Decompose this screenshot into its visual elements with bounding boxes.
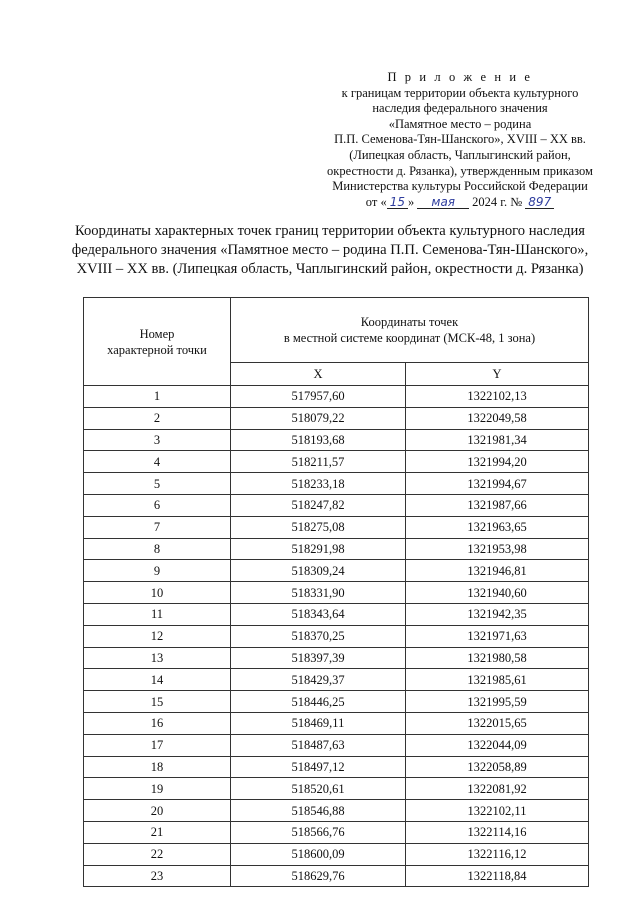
table-row	[84, 473, 589, 495]
appendix-line: наследия федерального значения	[372, 101, 548, 116]
point-number-cell: 14	[84, 669, 231, 691]
header-coords-line: Координаты точек	[360, 315, 459, 329]
appendix-line: окрестности д. Рязанка), утвержденным приказом	[327, 163, 593, 178]
appendix-line: П.П. Семенова-Тян-Шанского», XVIII – XX вв.	[334, 132, 586, 147]
table-row	[84, 582, 589, 604]
x-coordinate-cell: 517957,60	[231, 386, 406, 408]
x-coordinate-cell: 518211,57	[231, 451, 406, 473]
document-title	[60, 222, 600, 279]
x-coordinate-cell: 518629,76	[231, 865, 406, 887]
table-row	[84, 407, 589, 429]
y-coordinate-cell: 1321963,65	[406, 516, 589, 538]
title-line: XVIII – XX вв. (Липецкая область, Чаплыгинский район, окрестности д. Рязанка)	[76, 261, 584, 277]
appendix-line: Министерства культуры Российской Федерации	[332, 179, 588, 194]
y-coordinate-cell: 1321980,58	[406, 647, 589, 669]
table-row	[84, 712, 589, 734]
point-number-cell: 6	[84, 494, 231, 516]
table-row	[84, 669, 589, 691]
appendix-block	[300, 70, 620, 210]
header-point-line: характерной точки	[107, 342, 207, 357]
header-point-line: Номер	[139, 326, 175, 341]
table-row	[84, 734, 589, 756]
y-coordinate-cell: 1322114,16	[406, 821, 589, 843]
x-coordinate-cell: 518309,24	[231, 560, 406, 582]
point-number-cell: 13	[84, 647, 231, 669]
table-row	[84, 538, 589, 560]
x-coordinate-cell: 518291,98	[231, 538, 406, 560]
table-row	[84, 756, 589, 778]
y-coordinate-cell: 1322049,58	[406, 407, 589, 429]
point-number-cell: 23	[84, 865, 231, 887]
point-number-cell: 5	[84, 473, 231, 495]
x-coordinate-cell: 518469,11	[231, 712, 406, 734]
point-number-cell: 11	[84, 603, 231, 625]
y-coordinate-cell: 1321942,35	[406, 603, 589, 625]
y-coordinate-cell: 1322118,84	[406, 865, 589, 887]
point-number-cell: 1	[84, 386, 231, 408]
table-row	[84, 386, 589, 408]
x-coordinate-cell: 518520,61	[231, 778, 406, 800]
point-number-cell: 19	[84, 778, 231, 800]
table-row	[84, 865, 589, 887]
point-number-cell: 7	[84, 516, 231, 538]
date-close: »	[408, 194, 415, 209]
table-row	[84, 821, 589, 843]
table-body	[84, 386, 589, 887]
order-day: 15	[387, 196, 408, 209]
y-coordinate-cell: 1322044,09	[406, 734, 589, 756]
y-coordinate-cell: 1321981,34	[406, 429, 589, 451]
header-x: X	[231, 363, 406, 386]
y-coordinate-cell: 1321953,98	[406, 538, 589, 560]
x-coordinate-cell: 518079,22	[231, 407, 406, 429]
appendix-heading: П р и л о ж е н и е	[387, 70, 533, 84]
y-coordinate-cell: 1321995,59	[406, 691, 589, 713]
point-number-cell: 9	[84, 560, 231, 582]
x-coordinate-cell: 518497,12	[231, 756, 406, 778]
x-coordinate-cell: 518247,82	[231, 494, 406, 516]
table-row	[84, 800, 589, 822]
table-row	[84, 429, 589, 451]
header-y: Y	[406, 363, 589, 386]
table-row	[84, 494, 589, 516]
point-number-cell: 12	[84, 625, 231, 647]
y-coordinate-cell: 1321994,20	[406, 451, 589, 473]
table-row	[84, 647, 589, 669]
table-row	[84, 603, 589, 625]
title-line: федерального значения «Памятное место – родина П.П. Семенова-Тян-Шанского»,	[71, 242, 589, 258]
x-coordinate-cell: 518429,37	[231, 669, 406, 691]
x-coordinate-cell: 518193,68	[231, 429, 406, 451]
order-number: 897	[525, 196, 554, 209]
point-number-cell: 17	[84, 734, 231, 756]
x-coordinate-cell: 518546,88	[231, 800, 406, 822]
y-coordinate-cell: 1321994,67	[406, 473, 589, 495]
header-point-number	[84, 298, 231, 386]
x-coordinate-cell: 518487,63	[231, 734, 406, 756]
table-row	[84, 843, 589, 865]
x-coordinate-cell: 518331,90	[231, 582, 406, 604]
order-date-line	[300, 195, 620, 211]
header-coordinates	[231, 298, 589, 363]
table-row	[84, 625, 589, 647]
header-coords-line: в местной системе координат (МСК-48, 1 зона)	[283, 331, 536, 345]
x-coordinate-cell: 518566,76	[231, 821, 406, 843]
title-line: Координаты характерных точек границ территории объекта культурного наследия	[74, 223, 586, 239]
x-coordinate-cell: 518343,64	[231, 603, 406, 625]
y-coordinate-cell: 1321946,81	[406, 560, 589, 582]
point-number-cell: 18	[84, 756, 231, 778]
x-coordinate-cell: 518600,09	[231, 843, 406, 865]
y-coordinate-cell: 1322081,92	[406, 778, 589, 800]
y-coordinate-cell: 1322015,65	[406, 712, 589, 734]
x-coordinate-cell: 518233,18	[231, 473, 406, 495]
x-coordinate-cell: 518446,25	[231, 691, 406, 713]
appendix-line: «Памятное место – родина	[388, 116, 532, 131]
y-coordinate-cell: 1322102,13	[406, 386, 589, 408]
date-prefix: от «	[365, 194, 387, 209]
y-coordinate-cell: 1322102,11	[406, 800, 589, 822]
coordinates-table	[83, 297, 589, 887]
point-number-cell: 10	[84, 582, 231, 604]
y-coordinate-cell: 1321987,66	[406, 494, 589, 516]
y-coordinate-cell: 1321940,60	[406, 582, 589, 604]
point-number-cell: 8	[84, 538, 231, 560]
y-coordinate-cell: 1322058,89	[406, 756, 589, 778]
y-coordinate-cell: 1322116,12	[406, 843, 589, 865]
order-year: 2024 г. №	[472, 194, 523, 209]
x-coordinate-cell: 518275,08	[231, 516, 406, 538]
appendix-line: к границам территории объекта культурного	[341, 85, 579, 100]
y-coordinate-cell: 1321985,61	[406, 669, 589, 691]
table-row	[84, 560, 589, 582]
table-row	[84, 691, 589, 713]
point-number-cell: 22	[84, 843, 231, 865]
order-month: мая	[417, 196, 469, 209]
point-number-cell: 21	[84, 821, 231, 843]
table-row	[84, 778, 589, 800]
table-row	[84, 516, 589, 538]
point-number-cell: 15	[84, 691, 231, 713]
point-number-cell: 2	[84, 407, 231, 429]
appendix-line: (Липецкая область, Чаплыгинский район,	[349, 147, 571, 162]
x-coordinate-cell: 518397,39	[231, 647, 406, 669]
point-number-cell: 20	[84, 800, 231, 822]
x-coordinate-cell: 518370,25	[231, 625, 406, 647]
point-number-cell: 3	[84, 429, 231, 451]
table-row	[84, 451, 589, 473]
point-number-cell: 16	[84, 712, 231, 734]
y-coordinate-cell: 1321971,63	[406, 625, 589, 647]
point-number-cell: 4	[84, 451, 231, 473]
